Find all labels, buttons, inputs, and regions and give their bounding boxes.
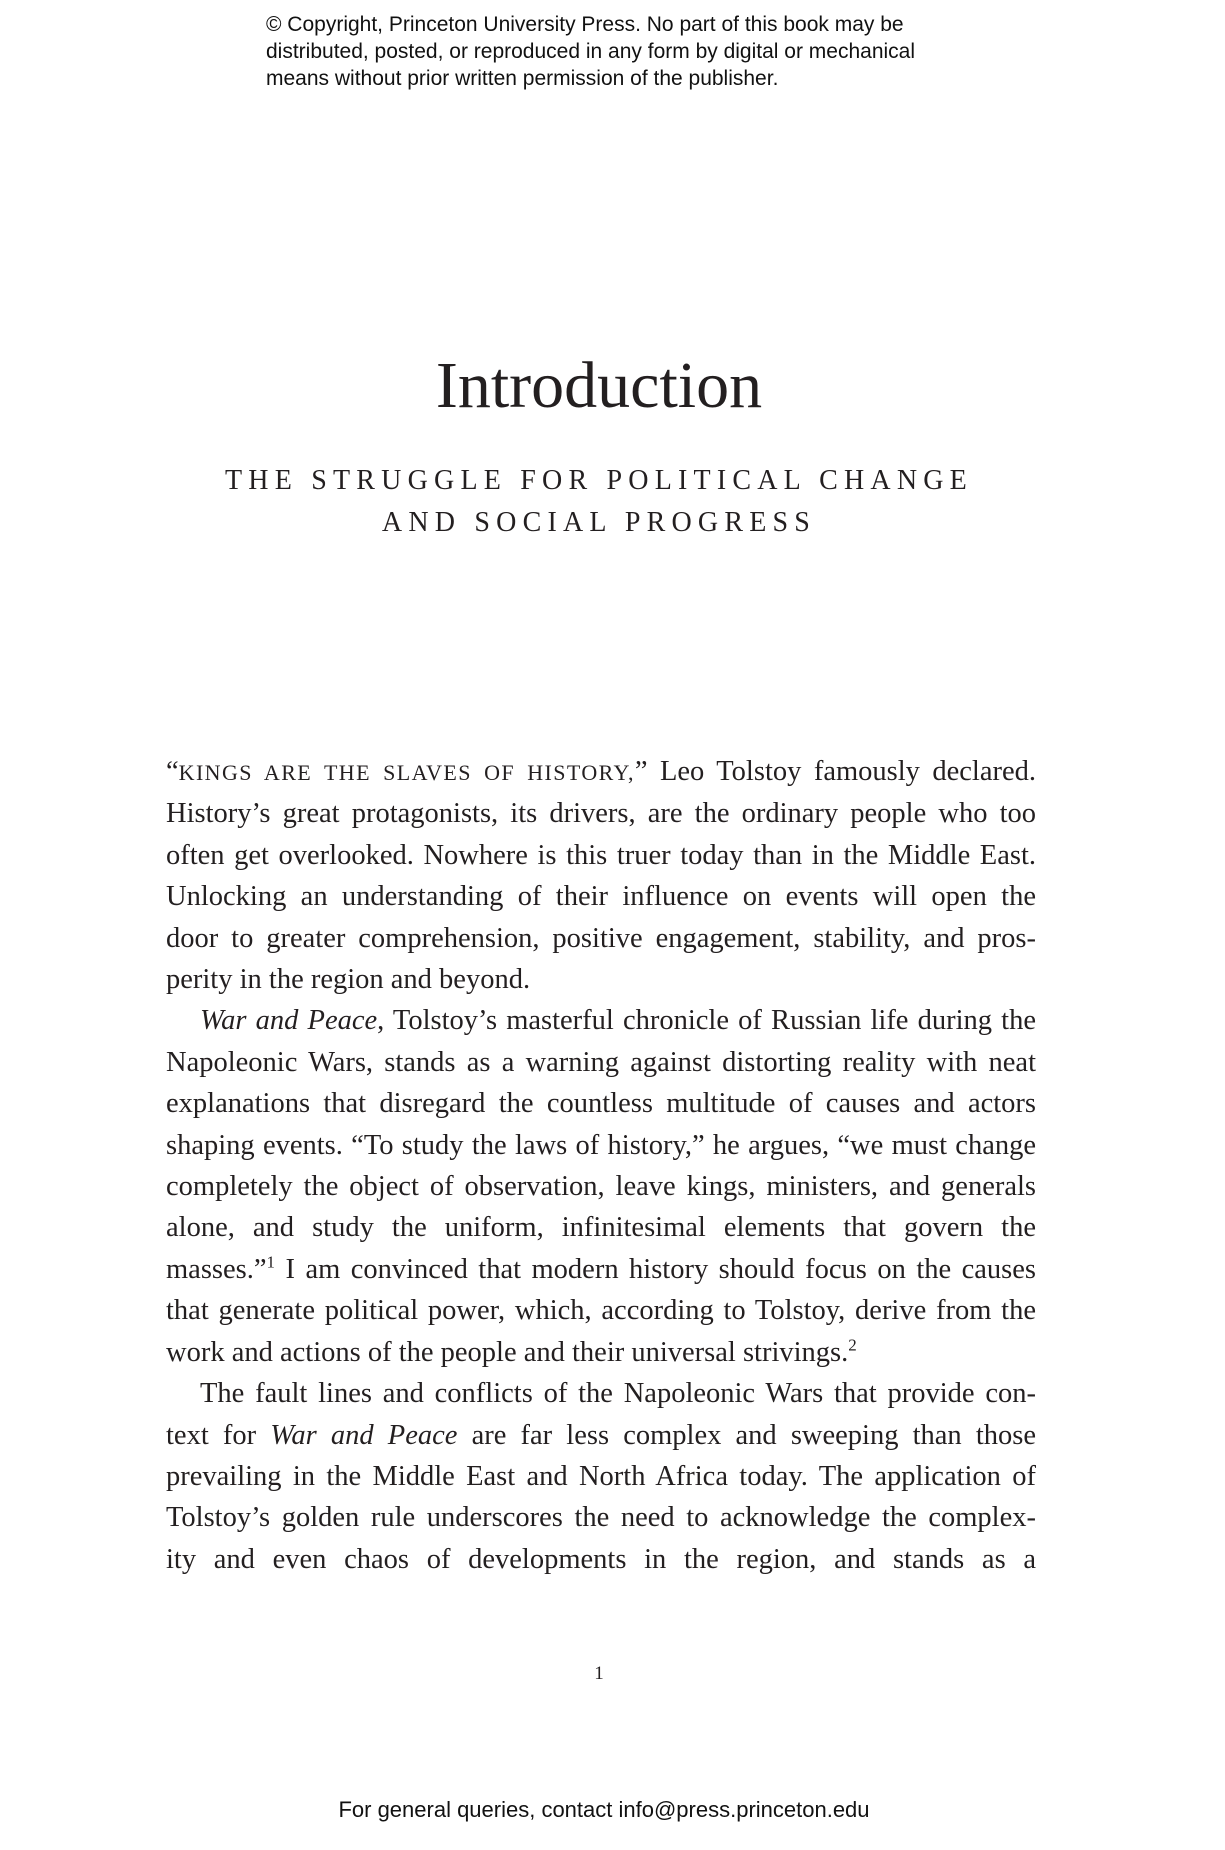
- footnote-marker: 1: [266, 1252, 276, 1272]
- text-line: explanations that disregard the countless multitude of causes and actors: [166, 1088, 1036, 1120]
- text-line: History’s great protagonists, its drivers, are the ordinary people who too: [166, 798, 1036, 830]
- line-rest: , Tolstoy’s masterful chronicle of Russian life during the: [377, 1005, 1037, 1037]
- text-line: Napoleonic Wars, stands as a warning against distorting reality with neat: [166, 1046, 1036, 1078]
- text-line: alone, and study the uniform, infinitesimal elements that govern the: [166, 1212, 1036, 1244]
- text-line: perity in the region and beyond.: [166, 964, 531, 996]
- footer-contact: For general queries, contact info@press.princeton.edu: [338, 1797, 870, 1822]
- text-line: [166, 1249, 1036, 1290]
- body-text: [166, 751, 1036, 1580]
- paragraph: [166, 1373, 1036, 1580]
- chapter-title: Introduction: [435, 349, 763, 422]
- small-caps-opening: KINGS ARE THE SLAVES OF HISTORY,: [178, 760, 635, 785]
- book-title: War and Peace: [200, 1005, 378, 1037]
- line-start: work and actions of the people and their universal strivings.: [166, 1336, 849, 1368]
- line-rest: I am convinced that modern history should focus on the causes: [275, 1253, 1036, 1285]
- text-line: ity and even chaos of developments in the region, and stands as a: [166, 1543, 1036, 1575]
- subtitle-line: AND SOCIAL PROGRESS: [381, 507, 817, 538]
- copyright-line: © Copyright, Princeton University Press. No part of this book may be: [266, 13, 904, 36]
- text-line: prevailing in the Middle East and North Africa today. The application of: [166, 1460, 1036, 1492]
- text-line: completely the object of observation, leave kings, ministers, and generals: [166, 1171, 1036, 1203]
- text-line: “KINGS ARE THE SLAVES OF HISTORY,” Leo Tolstoy famously declared.: [166, 756, 1037, 787]
- paragraph: [166, 751, 1036, 1000]
- footnote-marker: 2: [848, 1335, 857, 1355]
- page-number: 1: [594, 1663, 604, 1684]
- subtitle-line: THE STRUGGLE FOR POLITICAL CHANGE: [225, 465, 973, 496]
- paragraph: [166, 1000, 1036, 1373]
- copyright-line: distributed, posted, or reproduced in any form by digital or mechanical: [266, 40, 916, 63]
- text-line: Tolstoy’s golden rule underscores the need to acknowledge the complex-: [166, 1502, 1036, 1534]
- copyright-notice: [266, 11, 1026, 92]
- text-line: [166, 1000, 1036, 1041]
- text-line: Unlocking an understanding of their influence on events will open the: [166, 881, 1036, 913]
- line-start: text for: [166, 1419, 271, 1451]
- text-line: [166, 1415, 1036, 1456]
- copyright-line: means without prior written permission of the publisher.: [266, 67, 779, 90]
- chapter-subtitle: [0, 460, 1198, 544]
- text-line: door to greater comprehension, positive engagement, stability, and pros-: [166, 922, 1036, 954]
- line-rest: are far less complex and sweeping than those: [457, 1419, 1036, 1451]
- text-line: that generate political power, which, according to Tolstoy, derive from the: [166, 1295, 1036, 1327]
- text-line: [166, 1332, 1036, 1373]
- line-rest: Leo Tolstoy famously declared.: [647, 756, 1037, 787]
- line-start: masses.”: [166, 1253, 267, 1285]
- text-line: shaping events. “To study the laws of history,” he argues, “we must change: [166, 1129, 1036, 1161]
- text-line: often get overlooked. Nowhere is this truer today than in the Middle East.: [166, 839, 1036, 871]
- text-line: The fault lines and conflicts of the Napoleonic Wars that provide con-: [200, 1378, 1036, 1410]
- book-title: War and Peace: [270, 1419, 458, 1451]
